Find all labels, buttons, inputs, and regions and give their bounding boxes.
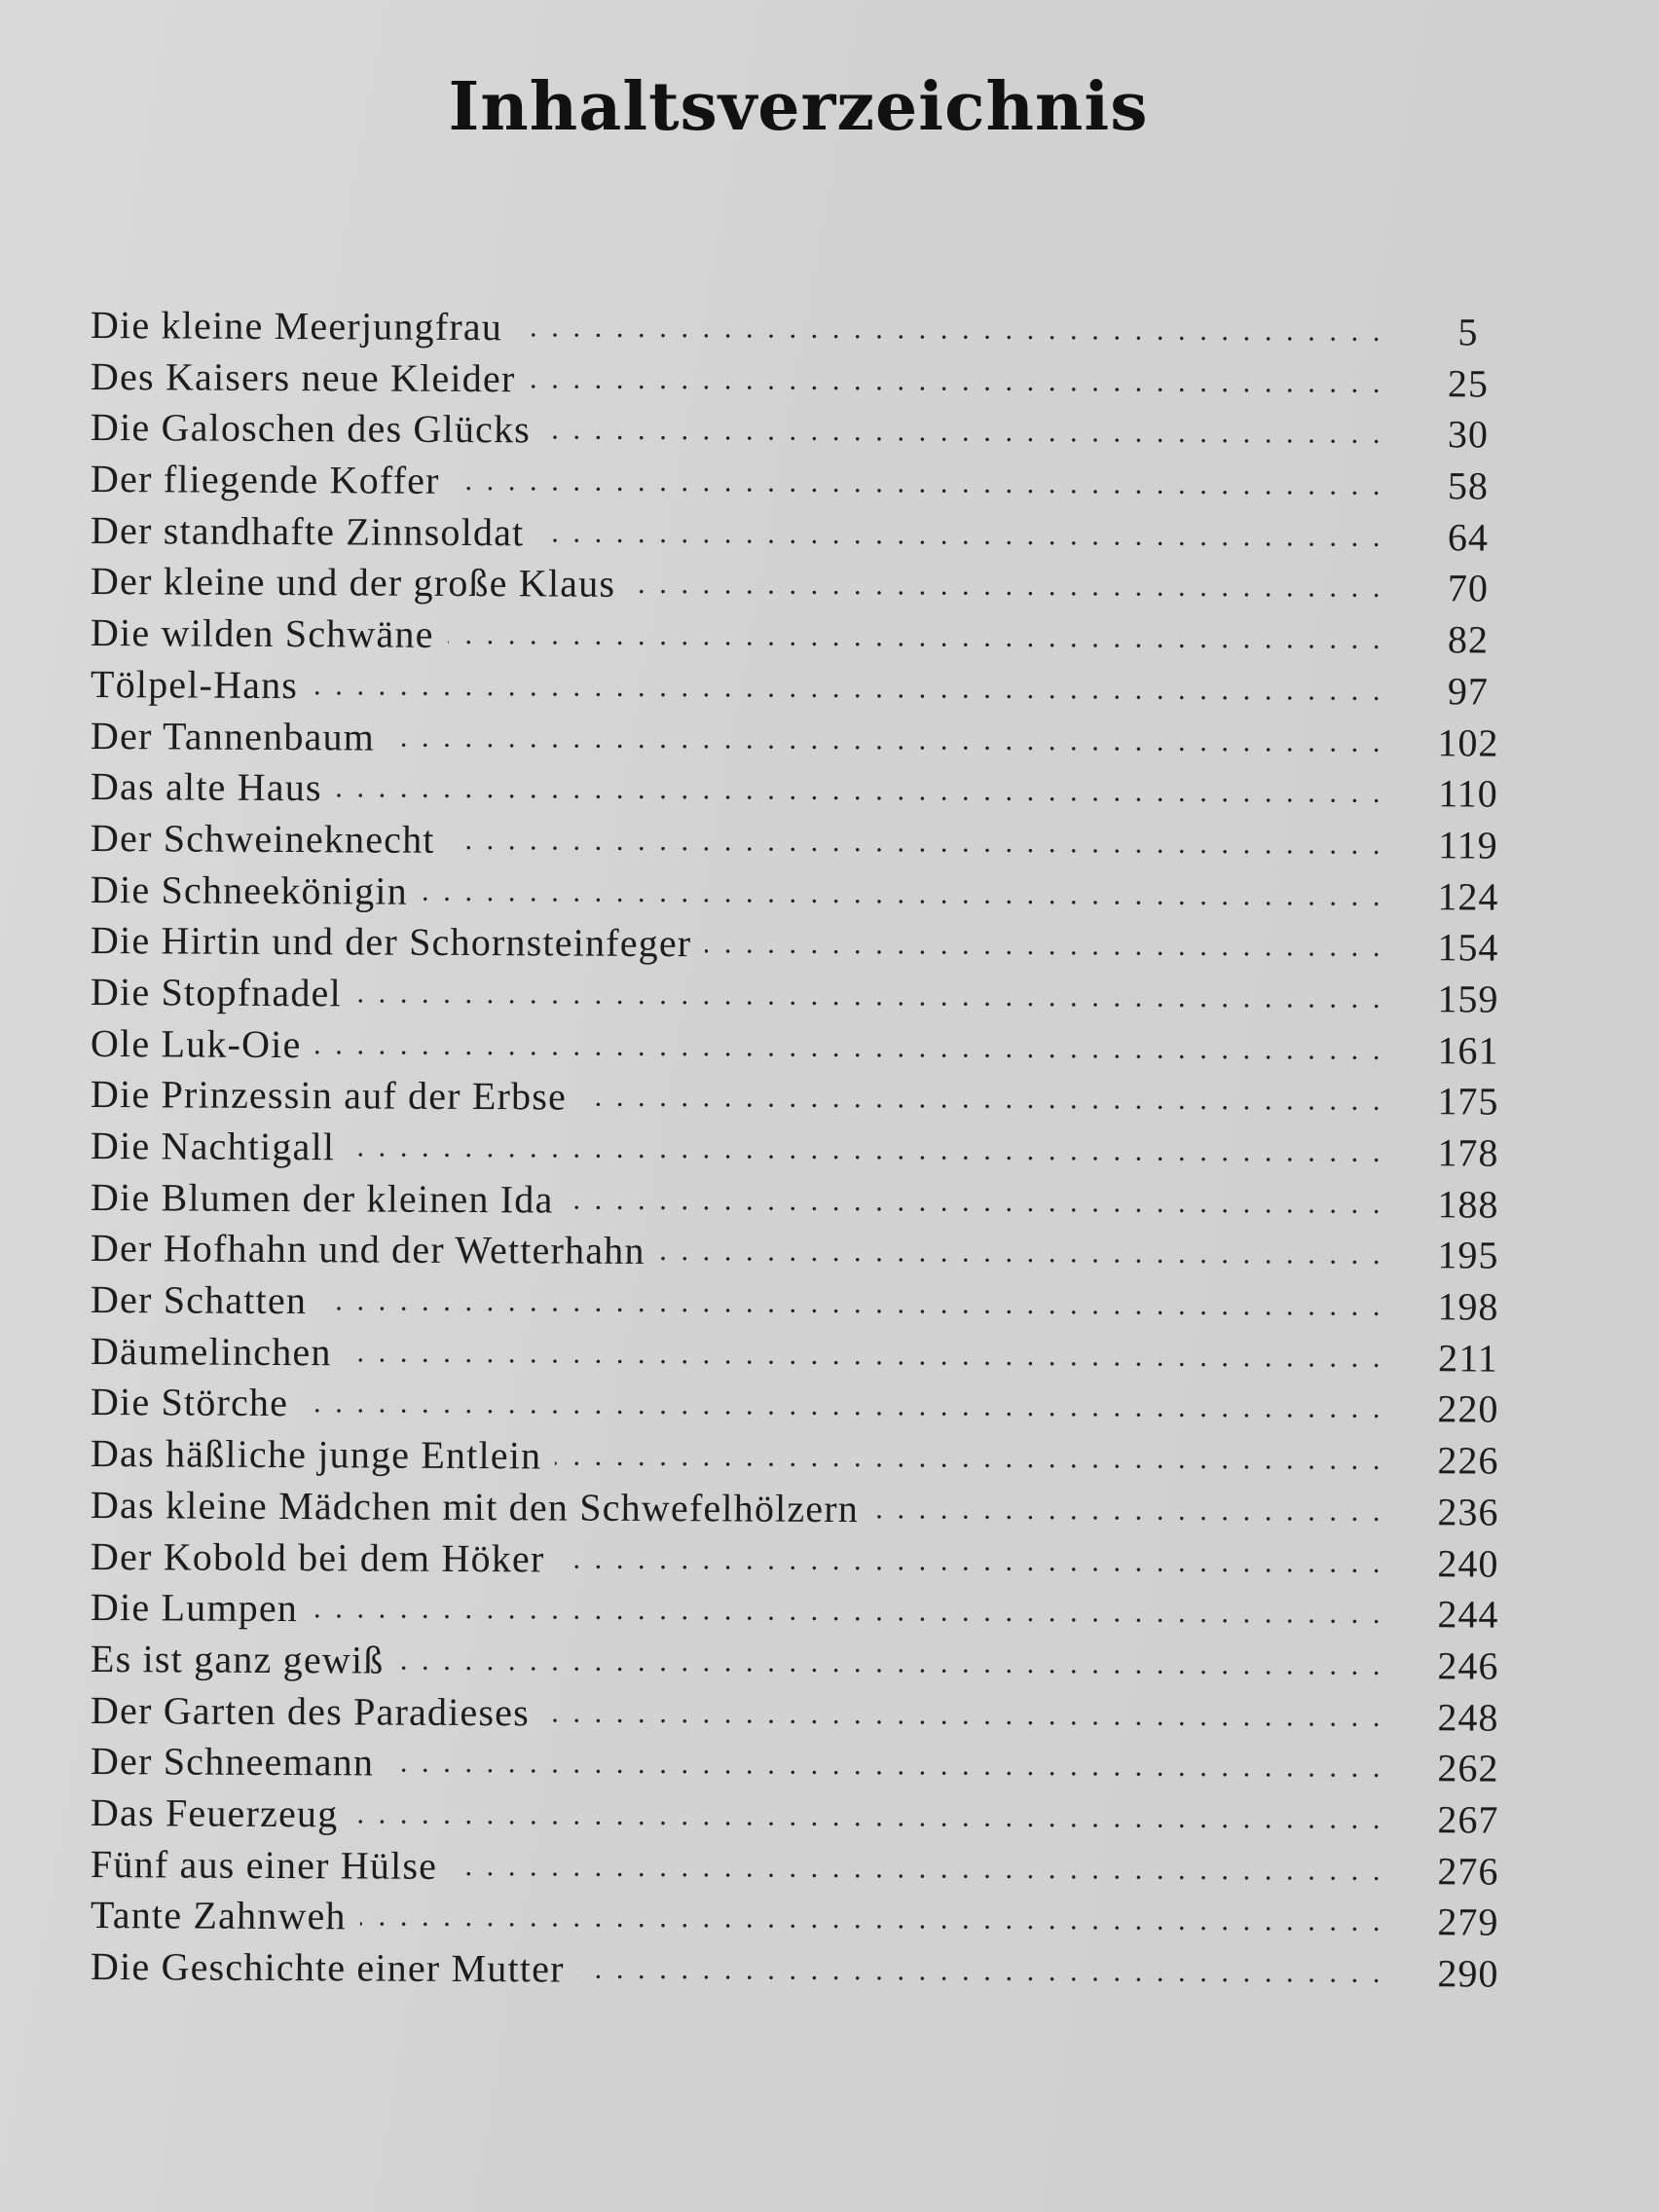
dot-leader <box>872 1484 1383 1537</box>
toc-entry-page-number: 154 <box>1437 925 1499 970</box>
dot-leader <box>555 1431 1383 1486</box>
toc-entry-title: Der Schweineknecht <box>90 815 435 862</box>
toc-entry-page-number: 5 <box>1457 310 1479 354</box>
toc-entry <box>91 1685 1531 1744</box>
toc-entry-page-number: 211 <box>1438 1335 1498 1381</box>
toc-entry-page-number: 30 <box>1447 412 1490 457</box>
toc-entry <box>91 915 1531 974</box>
table-of-contents <box>90 300 1531 1996</box>
toc-entry-title: Fünf aus einer Hülse <box>90 1841 438 1888</box>
toc-entry-page-number: 64 <box>1447 515 1490 560</box>
toc-entry <box>91 1377 1531 1435</box>
toc-entry <box>91 967 1531 1025</box>
toc-entry-page-number: 246 <box>1437 1643 1499 1688</box>
dot-leader <box>537 507 1383 563</box>
toc-entry-page-number: 226 <box>1437 1438 1499 1483</box>
dot-leader <box>422 866 1383 921</box>
toc-entry-title: Der Schatten <box>90 1277 308 1323</box>
dot-leader <box>448 609 1383 665</box>
toc-entry <box>91 711 1531 769</box>
toc-entry <box>91 1582 1531 1641</box>
dot-leader <box>516 302 1383 357</box>
toc-entry-page-number: 161 <box>1437 1027 1499 1073</box>
dot-leader <box>302 1379 1383 1435</box>
toc-entry-page-number: 195 <box>1437 1233 1499 1277</box>
toc-entry-title: Die Galoschen des Glücks <box>90 405 532 452</box>
toc-entry-title: Die Störche <box>90 1380 289 1425</box>
toc-entry-page-number: 102 <box>1437 719 1499 765</box>
toc-entry <box>91 505 1531 564</box>
dot-leader <box>360 1892 1383 1948</box>
toc-entry <box>91 454 1531 512</box>
dot-leader <box>451 1841 1383 1897</box>
toc-entry <box>91 761 1531 820</box>
dot-leader <box>449 815 1383 870</box>
toc-entry-title: Das Feuerzeug <box>90 1789 339 1836</box>
toc-entry <box>91 1788 1531 1846</box>
toc-entry-title: Der Tannenbaum <box>90 713 376 759</box>
toc-entry-page-number: 97 <box>1447 669 1490 714</box>
dot-leader <box>346 1327 1383 1383</box>
toc-entry <box>91 1736 1531 1794</box>
toc-entry-page-number: 124 <box>1437 873 1499 919</box>
dot-leader <box>320 1275 1383 1332</box>
toc-entry-page-number: 220 <box>1437 1386 1499 1432</box>
toc-entry-page-number: 267 <box>1437 1797 1499 1842</box>
dot-leader <box>568 1174 1383 1229</box>
toc-entry-title: Die Blumen der kleinen Ida <box>90 1174 554 1222</box>
dot-leader <box>314 1019 1383 1076</box>
toc-entry-title: Die Stopfnadel <box>90 969 342 1015</box>
toc-entry-page-number: 110 <box>1438 771 1498 816</box>
toc-entry-title: Die Hirtin und der Schornsteinfeger <box>90 918 692 966</box>
toc-entry-title: Der Schneemann <box>90 1739 375 1785</box>
page-title: Inhaltsverzeichnis <box>448 68 1149 146</box>
toc-entry-title: Ole Luk-Oie <box>90 1020 302 1066</box>
dot-leader <box>336 763 1383 820</box>
toc-entry-title: Der standhafte Zinnsoldat <box>90 507 525 555</box>
dot-leader <box>529 353 1383 409</box>
toc-entry <box>91 556 1531 614</box>
dot-leader <box>659 1226 1383 1280</box>
toc-entry-title: Die Lumpen <box>90 1585 299 1631</box>
toc-entry <box>91 1839 1531 1898</box>
toc-entry-page-number: 279 <box>1437 1899 1499 1944</box>
dot-leader <box>454 456 1383 511</box>
toc-entry-title: Der Hofhahn und der Wetterhahn <box>90 1226 645 1273</box>
toc-entry-title: Die kleine Meerjungfrau <box>90 303 503 350</box>
toc-entry-page-number: 244 <box>1437 1592 1499 1637</box>
toc-entry-page-number: 236 <box>1437 1490 1499 1534</box>
dot-leader <box>355 968 1383 1024</box>
toc-entry-title: Das alte Haus <box>90 764 322 810</box>
dot-leader <box>558 1533 1383 1588</box>
toc-entry <box>91 1018 1531 1077</box>
toc-entry <box>91 1634 1531 1692</box>
toc-entry <box>91 300 1531 358</box>
toc-entry <box>91 608 1531 666</box>
toc-entry-page-number: 262 <box>1437 1746 1499 1790</box>
toc-entry-page-number: 240 <box>1437 1540 1499 1586</box>
toc-entry <box>91 659 1531 718</box>
toc-entry-page-number: 70 <box>1447 566 1490 610</box>
toc-entry-page-number: 248 <box>1437 1694 1499 1740</box>
toc-entry <box>91 865 1531 923</box>
toc-entry <box>91 1223 1531 1281</box>
toc-entry <box>91 813 1531 871</box>
toc-entry <box>91 1172 1531 1231</box>
toc-entry-title: Die Schneekönigin <box>90 866 409 913</box>
toc-entry-page-number: 82 <box>1447 617 1490 662</box>
toc-entry-title: Des Kaisers neue Kleider <box>90 353 516 400</box>
toc-entry <box>91 1274 1531 1333</box>
toc-entry <box>91 1121 1531 1179</box>
dot-leader <box>388 712 1383 767</box>
toc-entry-title: Däumelinchen <box>90 1328 332 1375</box>
toc-entry-title: Der fliegende Koffer <box>90 457 440 502</box>
toc-entry-title: Das häßliche junge Entlein <box>90 1431 542 1478</box>
toc-entry-title: Die wilden Schwäne <box>90 610 434 656</box>
toc-entry <box>91 1428 1531 1487</box>
toc-entry-title: Tölpel-Hans <box>90 661 299 707</box>
dot-leader <box>629 559 1383 613</box>
toc-entry <box>91 1480 1531 1538</box>
toc-entry-title: Der Garten des Paradieses <box>90 1687 531 1734</box>
toc-entry-title: Der kleine und der große Klaus <box>90 559 616 607</box>
dot-leader <box>387 1738 1383 1793</box>
toc-entry-page-number: 276 <box>1437 1848 1499 1894</box>
toc-entry-title: Der Kobold bei dem Höker <box>90 1533 545 1580</box>
toc-entry-title: Die Geschichte einer Mutter <box>90 1944 565 1991</box>
toc-entry <box>91 351 1531 410</box>
toc-entry-title: Die Prinzessin auf der Erbse <box>90 1072 568 1119</box>
toc-entry <box>91 402 1531 461</box>
toc-entry-page-number: 58 <box>1447 463 1490 508</box>
dot-leader <box>543 1687 1383 1743</box>
dot-leader <box>312 660 1383 717</box>
toc-entry-page-number: 198 <box>1437 1284 1499 1329</box>
toc-entry <box>91 1941 1531 2000</box>
toc-entry-page-number: 175 <box>1437 1079 1499 1124</box>
toc-entry <box>91 1890 1531 1948</box>
toc-entry <box>91 1326 1531 1384</box>
toc-entry <box>91 1069 1531 1127</box>
toc-entry-page-number: 178 <box>1437 1130 1499 1175</box>
toc-entry-page-number: 188 <box>1437 1181 1499 1227</box>
toc-entry-page-number: 290 <box>1437 1951 1499 1996</box>
dot-leader <box>578 1944 1383 1999</box>
dot-leader <box>351 1788 1383 1845</box>
toc-entry <box>91 1531 1531 1590</box>
toc-entry-title: Das kleine Mädchen mit den Schwefelhölzern <box>90 1482 860 1530</box>
dot-leader <box>397 1636 1383 1691</box>
dot-leader <box>580 1072 1383 1126</box>
dot-leader <box>349 1122 1383 1178</box>
dot-leader <box>312 1583 1383 1640</box>
toc-entry-page-number: 119 <box>1438 823 1498 867</box>
toc-entry-title: Es ist ganz gewiß <box>90 1636 385 1682</box>
toc-entry-page-number: 159 <box>1437 977 1499 1021</box>
dot-leader <box>705 919 1383 974</box>
toc-entry-title: Die Nachtigall <box>90 1124 336 1169</box>
toc-entry-title: Tante Zahnweh <box>90 1893 347 1938</box>
toc-entry-page-number: 25 <box>1447 360 1490 406</box>
dot-leader <box>544 405 1383 461</box>
